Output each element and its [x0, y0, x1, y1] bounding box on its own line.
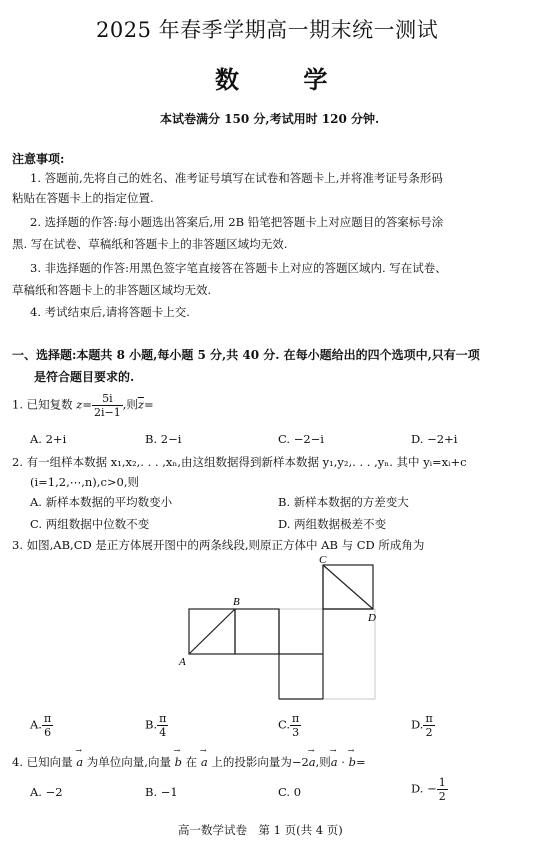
q3-d-num: π — [425, 712, 433, 725]
q4-vec-b-2: → b — [349, 755, 356, 769]
q3-c-letter: C. — [278, 717, 291, 732]
q2-option-a: A. 新样本数据的平均数变小 — [30, 495, 173, 509]
segment-ab — [189, 609, 235, 654]
q3-d-fraction — [423, 712, 434, 739]
net-second-square — [235, 609, 279, 654]
q4-text-4: 上的投影向量为−2 — [207, 755, 309, 769]
q4-option-b: B. −1 — [145, 785, 178, 799]
q4-text-1: 4. 已知向量 — [12, 755, 77, 769]
q3-a-num: π — [43, 712, 52, 725]
q1-option-b: B. 2−i — [145, 432, 182, 446]
q1-option-d: D. −2+i — [411, 432, 458, 446]
q4-d-den: 2 — [438, 790, 446, 803]
q3-d-letter: D. — [411, 717, 424, 732]
q4-option-c: C. 0 — [278, 785, 302, 799]
question-1-stem — [12, 392, 154, 419]
note-3b: 草稿纸和答题卡上的非答题区域均无效. — [12, 283, 212, 297]
q1-end: = — [143, 397, 154, 412]
q4-vec-a-2: → a — [201, 755, 208, 769]
q4-vec-a-4: → a — [331, 755, 338, 769]
q3-c-num: π — [292, 712, 300, 725]
note-3a: 3. 非选择题的作答:用黑色签字笔直接答在答题卡上对应的答题区域内. 写在试卷、 — [30, 261, 447, 275]
q1-numerator: 5i — [92, 392, 123, 406]
exam-subtitle: 本试卷满分 150 分,考试用时 120 分钟. — [160, 112, 380, 126]
label-a: A — [179, 656, 186, 668]
q3-b-num: π — [159, 712, 167, 725]
q4-option-d — [411, 776, 448, 803]
question-2-stem-cont: (i=1,2,⋯,n),c>0,则 — [30, 475, 139, 489]
q1-suffix: ,则 — [122, 397, 138, 412]
q2-option-d: D. 两组数据极差不变 — [278, 517, 387, 531]
q3-a-den: 6 — [44, 726, 52, 739]
q4-vec-a-1: → a — [76, 755, 83, 769]
q3-option-c — [278, 712, 301, 739]
q3-b-letter: B. — [145, 717, 158, 732]
q4-d-letter: D. − — [411, 781, 437, 796]
q1-option-a: A. 2+i — [30, 432, 67, 446]
question-3-stem: 3. 如图,AB,CD 是正方体展开图中的两条线段,则原正方体中 AB 与 CD 所成角为 — [12, 538, 425, 552]
note-1a: 1. 答题前,先将自己的姓名、准考证号填写在试卷和答题卡上,并将准考证号条形码 — [30, 171, 443, 185]
q4-vec-b-1: → b — [175, 755, 182, 769]
q3-c-fraction — [290, 712, 301, 739]
q2-option-c: C. 两组数据中位数不变 — [30, 517, 150, 531]
q3-option-a — [30, 712, 53, 739]
q1-option-c: C. −2−i — [278, 432, 324, 446]
q3-a-letter: A. — [30, 717, 42, 732]
note-4: 4. 考试结束后,请将答题卡上交. — [30, 305, 190, 319]
q1-fraction — [92, 392, 123, 419]
note-2b: 黑. 写在试卷、草稿纸和答题卡上的非答题区域均无效. — [12, 237, 288, 251]
note-2a: 2. 选择题的作答:每小题选出答案后,用 2B 铅笔把答题卡上对应题目的答案标号涂 — [30, 215, 444, 229]
subject-title: 数 学 — [215, 65, 356, 94]
q4-d-fraction — [437, 776, 448, 803]
segment-cd — [323, 565, 373, 609]
section-heading-cont: 是符合题目要求的. — [34, 370, 135, 384]
q4-text-7: = — [356, 755, 366, 769]
q1-prefix: 1. 已知复数 — [12, 397, 77, 412]
q1-conjugate: $\overline{z}$ — [137, 397, 144, 412]
question-2-stem: 2. 有一组样本数据 x₁,x₂,. . . ,xₙ,由这组数据得到新样本数据 y₁,y₂,. . . ,yₙ. 其中 yᵢ=xᵢ+c — [12, 455, 467, 469]
section-heading: 一、选择题:本题共 8 小题,每小题 5 分,共 40 分. 在每小题给出的四个选项中,只有一项 — [12, 348, 480, 362]
q3-a-fraction — [42, 712, 53, 739]
q3-b-fraction — [157, 712, 168, 739]
net-lines — [189, 565, 373, 699]
q4-text-2: 为单位向量,向量 — [83, 755, 175, 769]
q1-eq: = — [82, 397, 92, 412]
q4-d-num: 1 — [438, 776, 446, 789]
notes-heading: 注意事项: — [12, 152, 65, 166]
page-footer: 高一数学试卷 第 1 页(共 4 页) — [178, 823, 343, 837]
note-1b: 粘贴在答题卡上的指定位置. — [12, 191, 154, 205]
exam-title: 2025 年春季学期高一期末统一测试 — [96, 18, 439, 42]
q4-option-a: A. −2 — [30, 785, 63, 799]
q3-c-den: 3 — [292, 726, 300, 739]
q1-var: z — [76, 397, 83, 412]
q4-text-6: · — [337, 755, 349, 769]
q3-b-den: 4 — [159, 726, 167, 739]
q3-option-b — [145, 712, 168, 739]
q3-option-d — [411, 712, 435, 739]
label-d: D — [368, 612, 376, 624]
q3-d-den: 2 — [425, 726, 433, 739]
question-4-stem — [12, 754, 366, 770]
label-b: B — [233, 596, 240, 608]
q4-vec-a-3: → a — [309, 755, 316, 769]
q1-denominator: 2i−1 — [94, 406, 121, 419]
label-c: C — [319, 555, 327, 566]
q4-text-5: ,则 — [315, 755, 331, 769]
q4-text-3: 在 — [182, 755, 201, 769]
cube-net-figure — [175, 555, 385, 705]
q2-option-b: B. 新样本数据的方差变大 — [278, 495, 409, 509]
